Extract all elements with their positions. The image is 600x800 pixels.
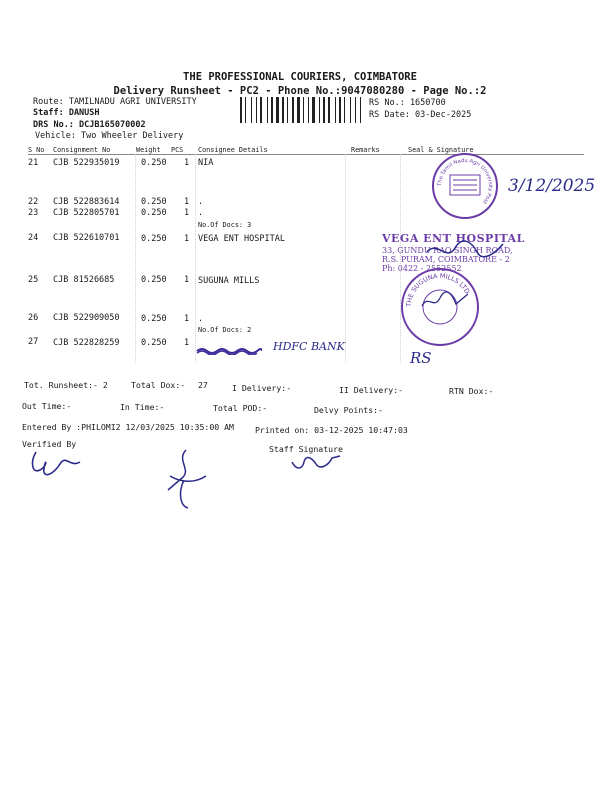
barcode-bar [337, 97, 338, 123]
barcode-bar [267, 97, 268, 123]
col-pcs: PCS [171, 146, 184, 154]
center-signature [162, 446, 212, 516]
university-seal-stamp [432, 153, 498, 219]
barcode-bar [355, 97, 356, 123]
row-consignment: CJB 522610701 [53, 233, 120, 243]
rs-date: RS Date: 03-Dec-2025 [369, 110, 472, 120]
barcode-bar [253, 97, 255, 123]
barcode-bar [285, 97, 286, 123]
row-consignee: . [198, 208, 204, 218]
grid-line [195, 154, 196, 362]
row-sno: 26 [28, 313, 39, 323]
printed-on: Printed on: 03-12-2025 10:47:03 [255, 425, 408, 435]
suguna-signature [420, 290, 470, 316]
barcode-bar [312, 97, 315, 123]
staff-signature-label: Staff Signature [269, 444, 343, 454]
vega-stamp-address1: 33, GUNDU RAO SINGH ROAD, [382, 246, 513, 255]
col-sno: S No [28, 146, 45, 154]
staff-label: Staff: DANUSH [33, 108, 100, 118]
barcode-bar [321, 97, 322, 123]
handwritten-initials: RS [410, 349, 432, 367]
barcode-bar [360, 97, 361, 123]
barcode-bar [331, 97, 334, 123]
barcode-bar [263, 97, 266, 123]
row-sno: 24 [28, 233, 39, 243]
barcode-bar [280, 97, 281, 123]
barcode-bar [328, 97, 330, 123]
row-consignment: CJB 522935019 [53, 158, 120, 168]
vega-stamp-phone: Ph: 0422 - 2552552 [382, 264, 462, 273]
entered-by: Entered By :PHILOMI2 12/03/2025 10:35:00 AM [22, 422, 234, 432]
barcode-bar [287, 97, 288, 123]
col-seal: Seal & Signature [408, 146, 474, 154]
barcode-bar [326, 97, 327, 123]
barcode-bar [357, 97, 359, 123]
row-sno: 27 [28, 337, 39, 347]
row-weight: 0.250 [141, 208, 167, 218]
row-weight: 0.250 [141, 234, 167, 244]
barcode-bar [319, 97, 320, 123]
barcode-bar [323, 97, 325, 123]
barcode-bar [344, 97, 345, 123]
row-consignment: CJB 522883614 [53, 197, 120, 207]
row-consignment: CJB 522909050 [53, 313, 120, 323]
barcode-bar [240, 97, 242, 123]
row-consignee: . [198, 197, 204, 207]
barcode-bar [316, 97, 318, 123]
barcode-bar [295, 97, 296, 123]
rs-number: RS No.: 1650700 [369, 98, 446, 108]
in-time: In Time:- [120, 402, 165, 412]
barcode-bar [352, 97, 354, 123]
ii-delivery: II Delivery:- [339, 385, 404, 395]
barcode-bar [282, 97, 284, 123]
handwritten-date: 3/12/2025 [508, 176, 596, 196]
total-dox-value: 27 [198, 380, 208, 390]
row-pcs: 1 [184, 234, 190, 244]
grid-line [345, 154, 346, 362]
barcode-bar [301, 97, 302, 123]
row-consignee: NIA [198, 158, 214, 168]
total-runsheet: Tot. Runsheet:- 2 [24, 380, 108, 390]
row-pcs: 1 [184, 197, 190, 207]
company-title: THE PROFESSIONAL COURIERS, COIMBATORE [183, 71, 417, 83]
barcode-bar [303, 97, 304, 123]
barcode-bar [346, 97, 349, 123]
barcode-bar [289, 97, 291, 123]
route-label: Route: TAMILNADU AGRI UNIVERSITY [33, 97, 197, 107]
barcode-bar [256, 97, 257, 123]
row-weight: 0.250 [141, 275, 167, 285]
barcode-bar [310, 97, 311, 123]
runsheet-title: Delivery Runsheet - PC2 - Phone No.:9047080280 - Page No.:2 [113, 85, 487, 97]
drs-label: DRS No.: DCJB165070002 [33, 120, 146, 130]
barcode-bar [362, 97, 363, 123]
col-weight: Weight [136, 146, 161, 154]
row-pcs: 1 [184, 158, 190, 168]
header-divider [28, 154, 584, 155]
svg-text:THE SUGUNA MILLS LTD: THE SUGUNA MILLS LTD [404, 271, 472, 308]
i-delivery: I Delivery:- [232, 383, 292, 393]
row-sno: 23 [28, 208, 39, 218]
barcode-bar [258, 97, 259, 123]
grid-line [135, 154, 136, 362]
row-pcs: 1 [184, 314, 190, 324]
row-weight: 0.250 [141, 158, 167, 168]
row-consignee: VEGA ENT HOSPITAL [198, 234, 285, 244]
barcode-bar [276, 97, 279, 123]
barcode-bar [335, 97, 336, 123]
row-consignee: SUGUNA MILLS [198, 276, 260, 286]
barcode-bar [260, 97, 262, 123]
row-pcs: 1 [184, 275, 190, 285]
barcode-bar [342, 97, 343, 123]
barcode-bar [245, 97, 246, 123]
vega-signature [425, 238, 505, 268]
barcode-bar [292, 97, 294, 123]
barcode-bar [243, 97, 244, 123]
vega-stamp-name: VEGA ENT HOSPITAL [382, 232, 525, 245]
scribble-mark [196, 340, 262, 348]
barcode-bar [247, 97, 250, 123]
col-remarks: Remarks [351, 146, 380, 154]
row-consignment: CJB 81526685 [53, 275, 115, 285]
row-note: No.Of Docs: 3 [198, 221, 252, 229]
barcode-bar [274, 97, 275, 123]
verified-by-label: Verified By [22, 439, 77, 449]
delvy-points: Delvy Points:- [314, 405, 384, 415]
row-sno: 21 [28, 158, 39, 168]
vehicle-label: Vehicle: Two Wheeler Delivery [35, 131, 184, 141]
row-consignment: CJB 522828259 [53, 338, 120, 348]
row-consignee: . [198, 314, 204, 324]
barcode-bar [308, 97, 309, 123]
barcode-bar [271, 97, 273, 123]
barcode-bar [350, 97, 351, 123]
row-pcs: 1 [184, 338, 190, 348]
row-sno: 22 [28, 197, 39, 207]
barcode-bar [251, 97, 252, 123]
barcode-bar [269, 97, 270, 123]
row-weight: 0.250 [141, 197, 167, 207]
row-weight: 0.250 [141, 314, 167, 324]
row-weight: 0.250 [141, 338, 167, 348]
row-pcs: 1 [184, 208, 190, 218]
svg-text:The Tamil Nadu Agri University: The Tamil Nadu Agri University Post [436, 157, 494, 205]
barcode-bar [297, 97, 300, 123]
total-dox-label: Total Dox:- [131, 380, 186, 390]
vega-stamp-address2: R.S. PURAM, COIMBATORE - 2 [382, 255, 510, 264]
verified-signature [26, 448, 86, 484]
row-note: No.Of Docs: 2 [198, 326, 252, 334]
col-consignment: Consignment No [53, 146, 111, 154]
barcode-bar [339, 97, 341, 123]
total-pod: Total POD:- [213, 403, 268, 413]
barcode [240, 97, 365, 123]
rtn-dox: RTN Dox:- [449, 386, 494, 396]
out-time: Out Time:- [22, 401, 72, 411]
row-consignment: CJB 522805701 [53, 208, 120, 218]
col-consignee: Consignee Details [198, 146, 268, 154]
row-sno: 25 [28, 275, 39, 285]
handwritten-consignee: HDFC BANK [273, 340, 345, 353]
barcode-bar [305, 97, 307, 123]
staff-signature [288, 450, 344, 476]
